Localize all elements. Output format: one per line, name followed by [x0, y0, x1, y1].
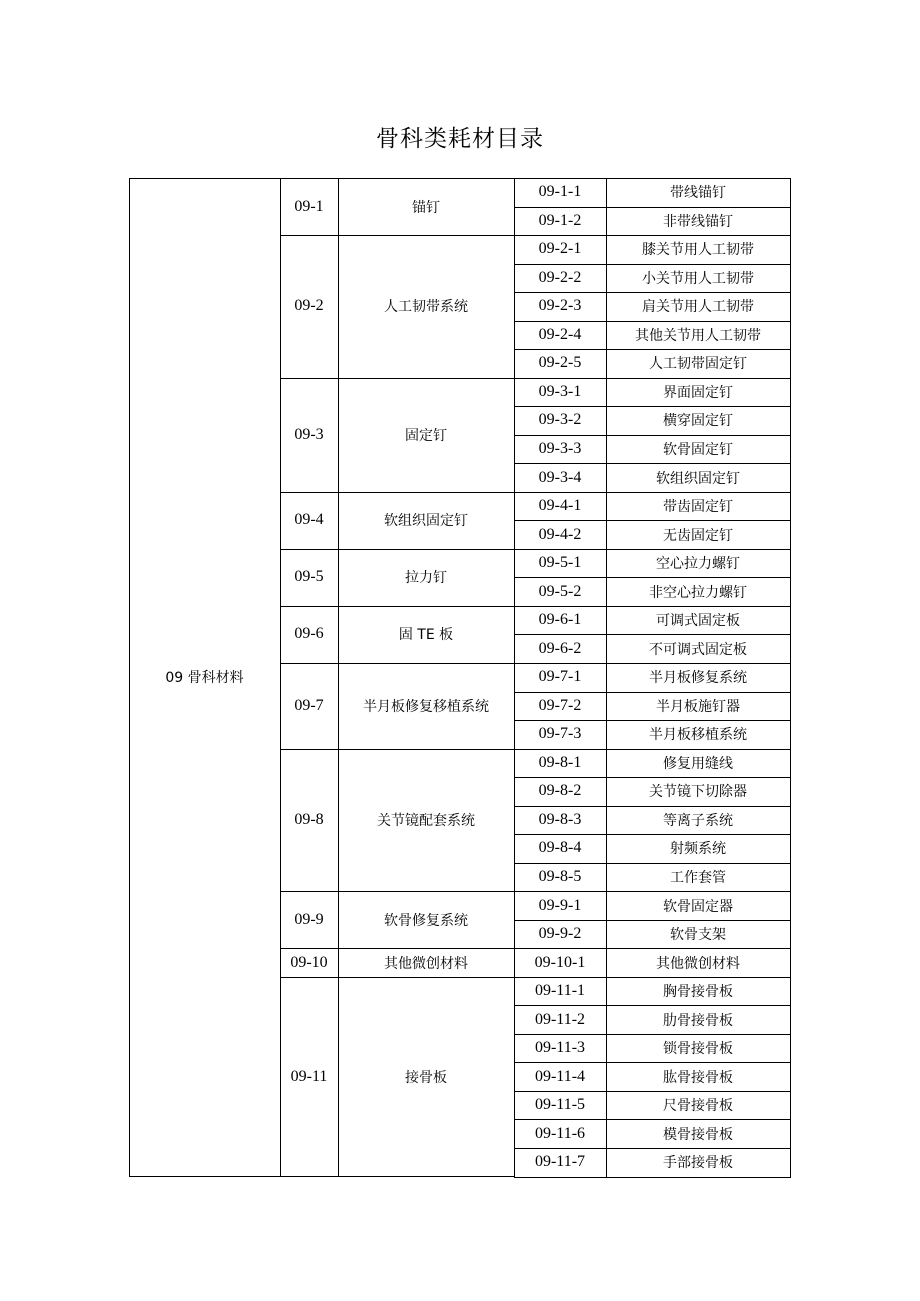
group-code: 09-9 — [294, 910, 324, 928]
item-name: 不可调式固定板 — [649, 641, 747, 658]
item-name: 空心拉力螺钉 — [656, 556, 740, 573]
item-name: 无齿固定钉 — [663, 527, 733, 544]
item-code: 09-8-5 — [538, 867, 582, 885]
item-name: 半月板修复系统 — [649, 670, 747, 687]
item-code: 09-8-2 — [538, 782, 582, 800]
item-name: 尺骨接骨板 — [663, 1098, 733, 1115]
group-name: 软骨修复系统 — [384, 912, 468, 929]
group-code: 09-10 — [290, 953, 328, 971]
item-code: 09-7-1 — [538, 668, 582, 686]
group-divider — [280, 492, 514, 493]
group-divider — [280, 749, 514, 750]
row-divider — [514, 1177, 791, 1178]
item-code: 09-1-1 — [538, 183, 582, 201]
item-code: 09-4-2 — [538, 525, 582, 543]
item-code: 09-3-4 — [538, 468, 582, 486]
item-name: 胸骨接骨板 — [663, 984, 733, 1001]
item-name: 半月板移植系统 — [649, 727, 747, 744]
item-code: 09-6-1 — [538, 611, 582, 629]
item-name: 小关节用人工韧带 — [642, 270, 754, 287]
item-name: 模骨接骨板 — [663, 1126, 733, 1143]
group-name: 固定钉 — [405, 427, 447, 444]
item-name: 其他微创材料 — [656, 955, 740, 972]
column-divider — [606, 178, 607, 1177]
item-name: 锁骨接骨板 — [663, 1041, 733, 1058]
column-divider — [790, 178, 791, 1177]
item-code: 09-11-3 — [534, 1039, 586, 1057]
item-name: 非带线锚钉 — [663, 213, 733, 230]
item-name: 工作套管 — [670, 869, 726, 886]
group-code: 09-11 — [290, 1067, 328, 1085]
item-name: 肩关节用人工韧带 — [642, 299, 754, 316]
item-name: 软组织固定钉 — [656, 470, 740, 487]
category-cell: 09 骨科材料 — [165, 670, 244, 686]
group-name: 其他微创材料 — [384, 955, 468, 972]
item-code: 09-11-6 — [534, 1124, 586, 1142]
item-code: 09-5-2 — [538, 582, 582, 600]
group-divider — [280, 549, 514, 550]
item-name: 半月板施钉器 — [656, 698, 740, 715]
group-code: 09-1 — [294, 197, 324, 215]
group-name: 拉力钉 — [405, 570, 447, 587]
group-code: 09-5 — [294, 568, 324, 586]
item-code: 09-1-2 — [538, 211, 582, 229]
item-code: 09-11-4 — [534, 1067, 586, 1085]
group-name: 软组织固定钉 — [384, 513, 468, 530]
group-divider — [280, 663, 514, 664]
item-name: 手部接骨板 — [663, 1155, 733, 1172]
item-code: 09-2-5 — [538, 354, 582, 372]
group-divider — [280, 235, 514, 236]
item-code: 09-3-2 — [538, 411, 582, 429]
item-name: 软骨支架 — [670, 927, 726, 944]
group-code: 09-7 — [294, 696, 324, 714]
item-name: 软骨固定器 — [663, 898, 733, 915]
item-code: 09-6-2 — [538, 639, 582, 657]
item-code: 09-11-1 — [534, 982, 586, 1000]
group-divider — [280, 948, 514, 949]
item-code: 09-2-3 — [538, 297, 582, 315]
group-name: 锚钉 — [412, 199, 440, 216]
group-divider — [280, 891, 514, 892]
item-name: 肋骨接骨板 — [663, 1012, 733, 1029]
item-code: 09-2-2 — [538, 268, 582, 286]
item-code: 09-2-4 — [538, 325, 582, 343]
group-divider — [280, 378, 514, 379]
item-code: 09-3-1 — [538, 382, 582, 400]
item-code: 09-4-1 — [538, 497, 582, 515]
item-name: 带齿固定钉 — [663, 499, 733, 516]
item-name: 肱骨接骨板 — [663, 1069, 733, 1086]
group-name: 半月板修复移植系统 — [363, 698, 489, 715]
item-name: 人工韧带固定钉 — [649, 356, 747, 373]
page-title: 骨科类耗材目录 — [376, 126, 544, 152]
item-name: 带线锚钉 — [670, 185, 726, 202]
item-code: 09-3-3 — [538, 440, 582, 458]
item-code: 09-7-2 — [538, 696, 582, 714]
item-code: 09-7-3 — [538, 725, 582, 743]
group-name: 关节镜配套系统 — [377, 812, 475, 829]
group-divider — [280, 606, 514, 607]
item-code: 09-8-4 — [538, 839, 582, 857]
item-name: 膝关节用人工韧带 — [642, 242, 754, 259]
item-name: 非空心拉力螺钉 — [649, 584, 747, 601]
item-code: 09-11-5 — [534, 1096, 586, 1114]
item-code: 09-2-1 — [538, 240, 582, 258]
item-code: 09-5-1 — [538, 554, 582, 572]
column-divider — [514, 178, 515, 1177]
item-name: 射频系统 — [670, 841, 726, 858]
item-code: 09-8-3 — [538, 810, 582, 828]
group-code: 09-8 — [294, 810, 324, 828]
item-code: 09-11-2 — [534, 1010, 586, 1028]
item-code: 09-11-7 — [534, 1153, 586, 1171]
item-code: 09-9-1 — [538, 896, 582, 914]
item-name: 横穿固定钉 — [663, 413, 733, 430]
group-code: 09-6 — [294, 625, 324, 643]
item-code: 09-9-2 — [538, 925, 582, 943]
item-name: 等离子系统 — [663, 812, 733, 829]
item-code: 09-8-1 — [538, 753, 582, 771]
item-name: 软骨固定钉 — [663, 442, 733, 459]
group-name: 人工韧带系统 — [384, 299, 468, 316]
item-name: 关节镜下切除器 — [649, 784, 747, 801]
item-name: 可调式固定板 — [656, 613, 740, 630]
group-divider — [280, 977, 514, 978]
item-name: 其他关节用人工韧带 — [635, 327, 761, 344]
group-name: 接骨板 — [405, 1069, 447, 1086]
item-name: 修复用缝线 — [663, 755, 733, 772]
group-code: 09-4 — [294, 511, 324, 529]
group-name: 固 TE 板 — [398, 627, 454, 644]
item-code: 09-10-1 — [534, 953, 586, 971]
group-code: 09-2 — [294, 297, 324, 315]
item-name: 界面固定钉 — [663, 384, 733, 401]
group-code: 09-3 — [294, 425, 324, 443]
